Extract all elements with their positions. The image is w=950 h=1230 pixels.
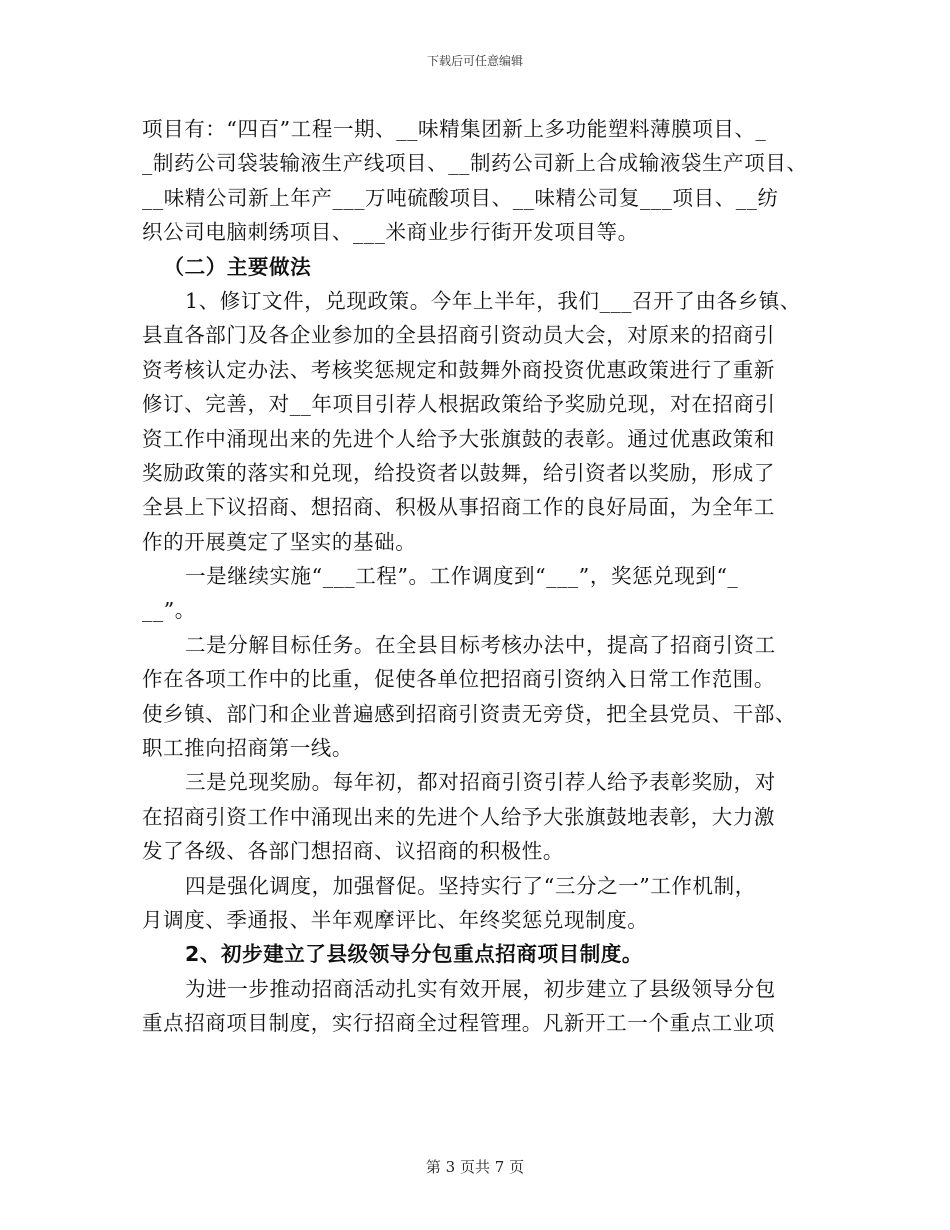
text-line: 一是继续实施“___工程”。工作调度到“___”，奖惩兑现到“_: [185, 564, 739, 589]
text-line: 项目有：“四百”工程一期、__味精集团新上多功能塑料薄膜项目、_: [142, 117, 767, 141]
text-line: 县直各部门及各企业参加的全县招商引资动员大会，对原来的招商引: [142, 323, 775, 348]
text-line: 月调度、季通报、半年观摩评比、年终奖惩兑现制度。: [142, 907, 649, 932]
text-line: 四是强化调度，加强督促。坚持实行了“三分之一”工作机制，: [185, 873, 756, 898]
text-line: 发了各级、各部门想招商、议招商的积极性。: [142, 839, 564, 864]
text-line: 三是兑现奖励。每年初，都对招商引资引荐人给予表彰奖励，对: [185, 770, 776, 795]
text-line: 在招商引资工作中涌现出来的先进个人给予大张旗鼓地表彰，大力激: [142, 804, 775, 829]
text-line: 使乡镇、部门和企业普遍感到招商引资责无旁贷，把全县党员、干部、: [142, 701, 797, 726]
text-line: _制药公司袋装输液生产线项目、__制药公司新上合成输液袋生产项目、: [142, 151, 808, 176]
document-body: [142, 112, 822, 1041]
page-header: 下载后可任意编辑: [426, 54, 523, 68]
text-line: 二是分解目标任务。在全县目标考核办法中，提高了招商引资工: [185, 632, 776, 657]
text-line: __味精公司新上年产___万吨硫酸项目、__味精公司复___项目、__纺: [142, 185, 779, 210]
text-line: 为进一步推动招商活动扎实有效开展，初步建立了县级领导分包: [185, 976, 776, 1001]
section-heading: 2、初步建立了县级领导分包重点招商项目制度。: [185, 942, 644, 967]
text-line: 1、修订文件，兑现政策。今年上半年，我们___召开了由各乡镇、: [185, 288, 801, 313]
text-line: 奖励政策的落实和兑现，给投资者以鼓舞，给引资者以奖励，形成了: [142, 460, 775, 485]
section-heading: （二）主要做法: [163, 254, 312, 279]
text-line: 作的开展奠定了坚实的基础。: [142, 529, 417, 554]
text-line: __”。: [142, 598, 196, 623]
text-line: 修订、完善，对__年项目引荐人根据政策给予奖励兑现，对在招商引: [142, 392, 776, 417]
text-line: 资工作中涌现出来的先进个人给予大张旗鼓的表彰。通过优惠政策和: [142, 426, 775, 451]
text-line: 作在各项工作中的比重，促使各单位把招商引资纳入日常工作范围。: [142, 667, 775, 692]
text-line: 职工推向招商第一线。: [142, 736, 353, 761]
text-line: 织公司电脑刺绣项目、___米商业步行街开发项目等。: [142, 220, 639, 245]
text-line: 资考核认定办法、考核奖惩规定和鼓舞外商投资优惠政策进行了重新: [142, 357, 775, 382]
page-footer: 第 3 页共 7 页: [425, 1158, 525, 1176]
text-line: 全县上下议招商、想招商、积极从事招商工作的良好局面，为全年工: [142, 495, 775, 520]
text-line: 重点招商项目制度，实行招商全过程管理。凡新开工一个重点工业项: [142, 1011, 775, 1036]
